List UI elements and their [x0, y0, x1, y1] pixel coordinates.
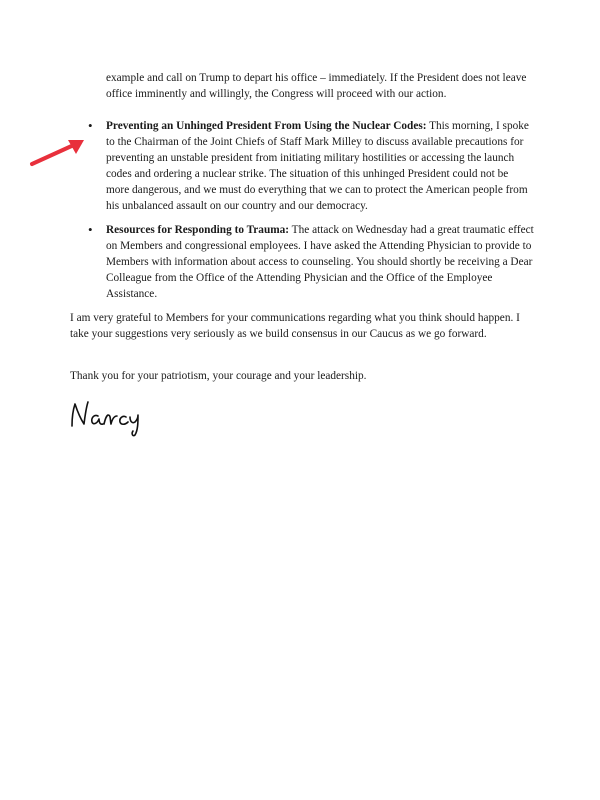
paragraph-gratitude: I am very grateful to Members for your communications regarding what you think should happen. I take your suggestions very seriously as we build consensus in our Caucus as we go forward. [70, 312, 520, 340]
bullet-trauma-resources [106, 222, 534, 302]
signature-image [68, 398, 152, 438]
paragraph-thanks: Thank you for your patriotism, your courage and your leadership. [70, 370, 367, 382]
bullet-nuclear-codes [106, 118, 534, 214]
bullet-marker: • [88, 118, 93, 133]
continuation-paragraph: example and call on Trump to depart his office – immediately. If the President does not leave office imminently and willingly, the Congress will proceed with our action. [106, 72, 527, 100]
bullet-heading: Preventing an Unhinged President From Using the Nuclear Codes: [106, 120, 427, 132]
bullet-heading: Resources for Responding to Trauma: [106, 224, 290, 236]
bullet-marker: • [88, 222, 93, 237]
bullet-text: This morning, I spoke to the Chairman of the Joint Chiefs of Staff Mark Milley to discuss available precautions for preventing an unstable president from initiating military hostilities or accessing the launch codes and ordering a nuclear strike. The situation of this unhinged President could not be more dangerous, and we must do everything that we can to protect the American people from his unbalanced assault on our country and our democracy. [106, 120, 529, 212]
red-arrow-annotation [28, 136, 88, 168]
bullet-text: The attack on Wednesday had a great traumatic effect on Members and congressional employees. I have asked the Attending Physician to provide to Members with information about access to counseling. You should shortly be receiving a Dear Colleague from the Office of the Attending Physician and the Office of the Employee Assistance. [106, 224, 534, 300]
